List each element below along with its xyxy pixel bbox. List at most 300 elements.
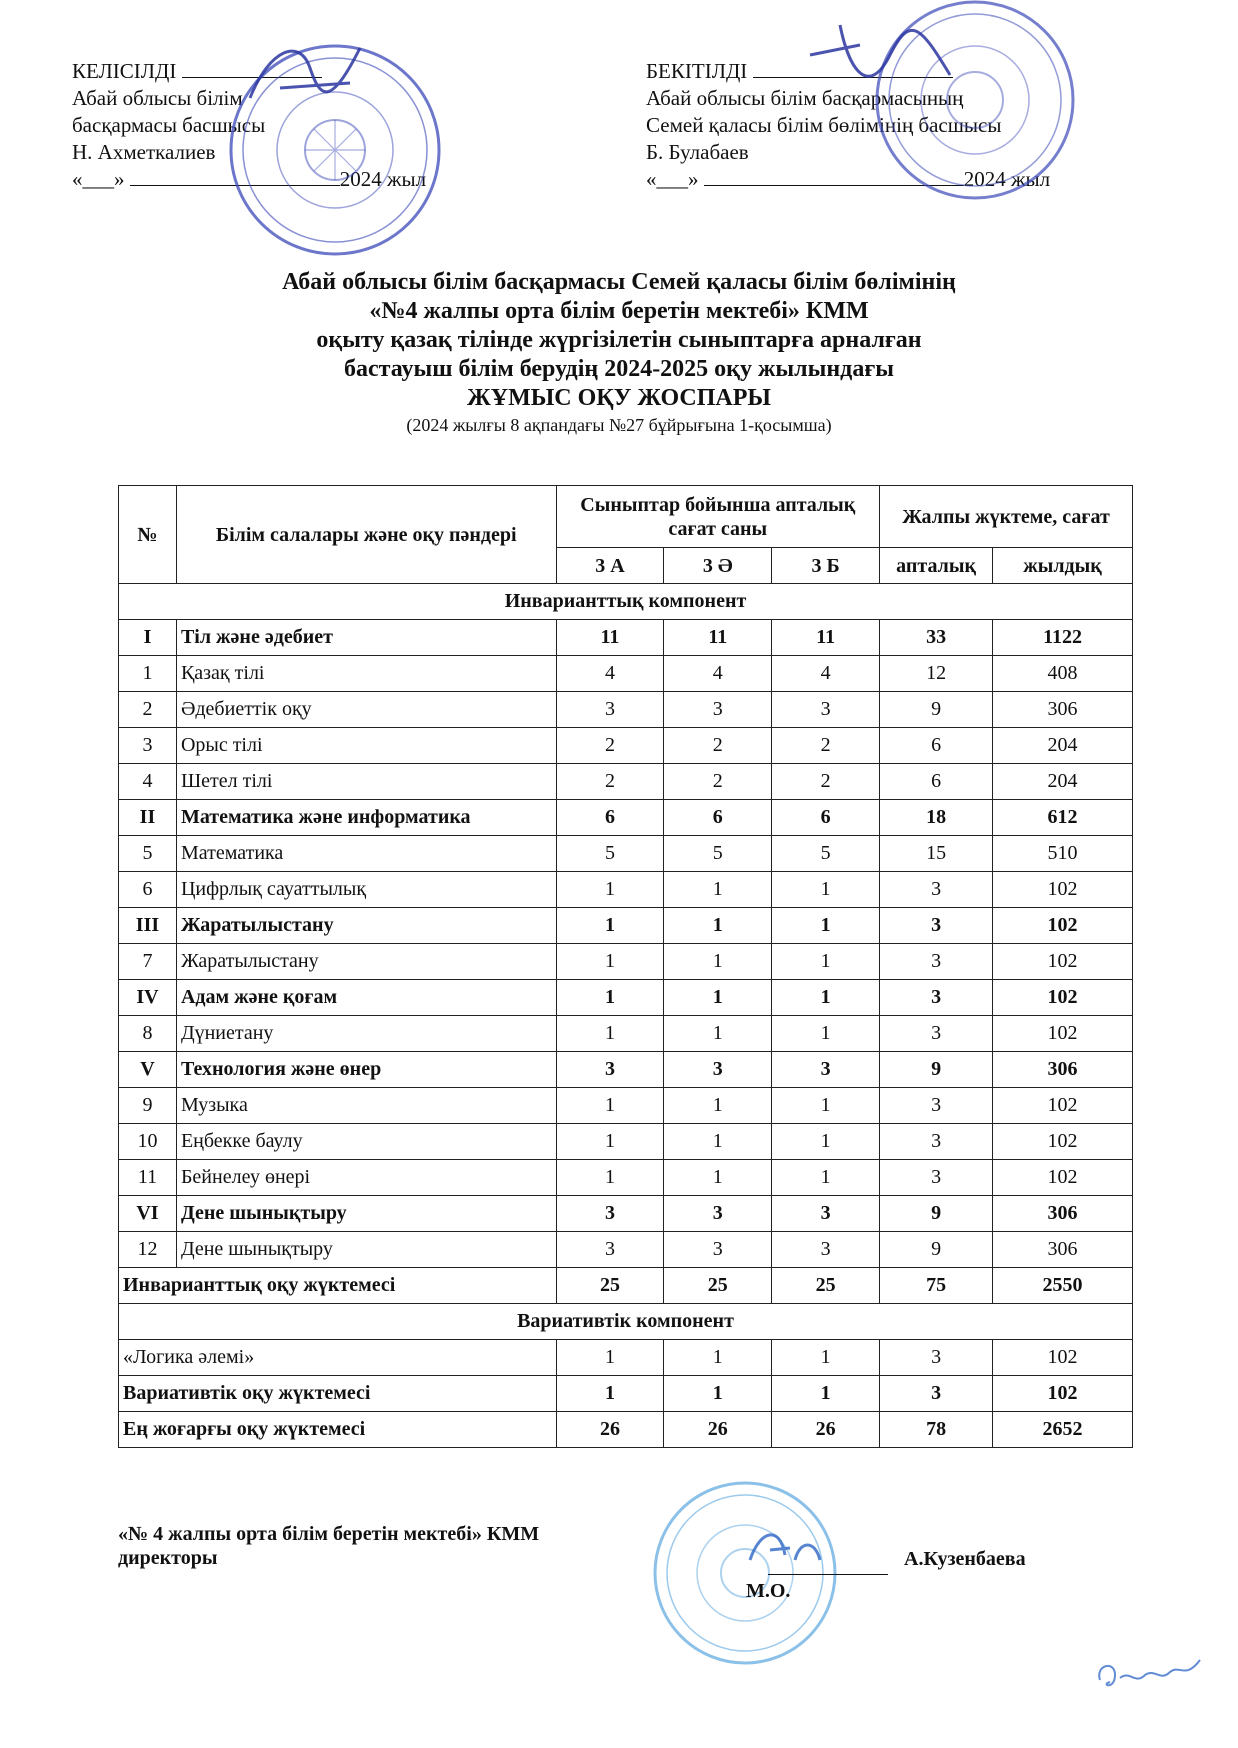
signature-left (240, 28, 380, 118)
cell-a (556, 980, 664, 1016)
cell-value: 102 (1047, 914, 1078, 936)
cell-value: 3 (604, 1202, 615, 1224)
cell-value: 102 (1047, 878, 1078, 900)
cell-value: 1 (712, 1094, 723, 1116)
cell-w (880, 1412, 993, 1448)
cell-value: 1 (712, 1022, 723, 1044)
cell-value: 1 (604, 878, 615, 900)
cell-y: 102 (993, 1340, 1133, 1376)
approval-line: басқармасы басшысы (72, 113, 266, 137)
approval-heading: БЕКІТІЛДІ (646, 59, 748, 83)
cell-y (993, 1016, 1133, 1052)
cell-w (880, 1016, 993, 1052)
cell-value: 12 (926, 662, 947, 684)
cell-value: 1 (712, 950, 723, 972)
cell-a (556, 728, 664, 764)
variative-total-row (119, 1376, 1133, 1412)
cell-a (556, 872, 664, 908)
header-weekly: апталық (880, 548, 993, 584)
cell-a (556, 1412, 664, 1448)
header-class-b: 3 Б (772, 548, 880, 584)
cell-value: 9 (931, 1058, 942, 1080)
title-line: бастауыш білім берудің 2024-2025 оқу жылындағы (344, 356, 894, 382)
cell-a (556, 1376, 664, 1412)
cell-value: 3 (604, 1238, 615, 1260)
cell-value: 2 (712, 770, 723, 792)
cell-w (880, 692, 993, 728)
cell-b (772, 1376, 880, 1412)
cell-value: 102 (1047, 986, 1078, 1008)
invariant-total-row (119, 1268, 1133, 1304)
row-label: Вариативтік оқу жүктемесі (119, 1376, 557, 1412)
cell-value: 3 (931, 1166, 942, 1188)
cell-value: 25 (599, 1274, 620, 1296)
cell-a (556, 1196, 664, 1232)
header-num: № (119, 486, 177, 584)
title-line: ЖҰМЫС ОҚУ ЖОСПАРЫ (467, 385, 771, 411)
cell-ae (664, 692, 772, 728)
cell-value: 78 (926, 1418, 947, 1440)
cell-w (880, 1052, 993, 1088)
row-subject: Математика және информатика (176, 800, 556, 836)
cell-b (772, 1124, 880, 1160)
cell-value: 3 (820, 1058, 831, 1080)
cell-value: 1 (820, 1094, 831, 1116)
cell-ae (664, 1376, 772, 1412)
cell-b (772, 800, 880, 836)
cell-value: 3 (931, 1382, 942, 1404)
cell-value: 25 (815, 1274, 836, 1296)
row-number: 1 (119, 656, 177, 692)
cell-b (772, 908, 880, 944)
cell-value: 3 (931, 878, 942, 900)
table-row (119, 1232, 1133, 1268)
cell-value: 1 (820, 1166, 831, 1188)
header-class-a: 3 А (556, 548, 664, 584)
row-number: 5 (119, 836, 177, 872)
row-subject: Жаратылыстану (176, 944, 556, 980)
date-suffix: 2024 жыл (339, 167, 427, 191)
cell-value: 75 (926, 1274, 947, 1296)
row-number: II (119, 800, 177, 836)
table-row (119, 836, 1133, 872)
cell-value: 102 (1047, 1094, 1078, 1116)
cell-a (556, 764, 664, 800)
cell-a (556, 1268, 664, 1304)
cell-w (880, 1124, 993, 1160)
cell-ae (664, 908, 772, 944)
cell-value: 1 (820, 986, 831, 1008)
cell-ae (664, 656, 772, 692)
row-number: 6 (119, 872, 177, 908)
cell-value: 1 (820, 1130, 831, 1152)
cell-b (772, 692, 880, 728)
cell-value: 11 (708, 626, 728, 648)
cell-value: 1 (604, 1094, 615, 1116)
cell-value: 1 (820, 1022, 831, 1044)
cell-value: 3 (604, 1058, 615, 1080)
cell-value: 3 (931, 914, 942, 936)
row-subject: Шетел тілі (176, 764, 556, 800)
cell-value: 5 (604, 842, 615, 864)
title-line: «№4 жалпы орта білім беретін мектебі» КММ (369, 298, 869, 324)
cell-y (993, 1160, 1133, 1196)
cell-value: 408 (1047, 662, 1078, 684)
handwritten-note (1090, 1650, 1210, 1700)
cell-value: 1 (604, 1166, 615, 1188)
cell-b (772, 1016, 880, 1052)
max-total-row (119, 1412, 1133, 1448)
title-note: (2024 жылғы 8 ақпандағы №27 бұйрығына 1-қосымша) (406, 415, 832, 435)
cell-a (556, 1232, 664, 1268)
director-signature-line (768, 1574, 888, 1575)
cell-b (772, 656, 880, 692)
cell-y (993, 1268, 1133, 1304)
cell-w (880, 836, 993, 872)
cell-value: 25 (707, 1274, 728, 1296)
cell-value: 5 (712, 842, 723, 864)
cell-value: 2 (604, 770, 615, 792)
cell-value: 1 (604, 914, 615, 936)
signature-right (800, 15, 960, 105)
cell-value: 1 (820, 878, 831, 900)
cell-value: 3 (931, 1130, 942, 1152)
cell-y (993, 692, 1133, 728)
cell-value: 2550 (1042, 1274, 1083, 1296)
cell-w (880, 1376, 993, 1412)
section-title: Вариативтік компонент (119, 1304, 1133, 1340)
cell-b (772, 1088, 880, 1124)
approval-name: Б. Булабаев (646, 140, 749, 164)
cell-value: 306 (1047, 1058, 1078, 1080)
cell-w (880, 620, 993, 656)
row-subject: Еңбекке баулу (176, 1124, 556, 1160)
cell-value: 15 (926, 842, 947, 864)
cell-value: 6 (931, 770, 942, 792)
cell-value: 102 (1047, 1166, 1078, 1188)
table-row (119, 1016, 1133, 1052)
cell-value: 3 (712, 698, 723, 720)
row-number: 8 (119, 1016, 177, 1052)
cell-value: 3 (604, 698, 615, 720)
cell-a (556, 800, 664, 836)
cell-a (556, 836, 664, 872)
cell-value: 33 (926, 626, 947, 648)
row-number: V (119, 1052, 177, 1088)
cell-value: 4 (604, 662, 615, 684)
cell-ae (664, 1412, 772, 1448)
cell-value: 306 (1047, 698, 1078, 720)
table-row (119, 728, 1133, 764)
cell-y (993, 620, 1133, 656)
cell-value: 11 (600, 626, 620, 648)
cell-value: 1 (820, 1382, 831, 1404)
cell-y (993, 836, 1133, 872)
cell-value: 26 (707, 1418, 728, 1440)
row-number: 3 (119, 728, 177, 764)
cell-y (993, 1052, 1133, 1088)
footer-organization (118, 1522, 539, 1570)
title-line: Абай облысы білім басқармасы Семей қаласы білім бөлімінің (282, 269, 956, 295)
cell-b (772, 836, 880, 872)
cell-ae (664, 764, 772, 800)
cell-value: 4 (820, 662, 831, 684)
cell-b (772, 1268, 880, 1304)
cell-value: 1 (604, 986, 615, 1008)
cell-ae (664, 1052, 772, 1088)
cell-y (993, 1088, 1133, 1124)
cell-ae (664, 872, 772, 908)
row-number: VI (119, 1196, 177, 1232)
approval-line: Семей қаласы білім бөлімінің басшысы (646, 113, 1002, 137)
header-total: Жалпы жүктеме, сағат (880, 486, 1133, 548)
cell-y (993, 764, 1133, 800)
row-number: 2 (119, 692, 177, 728)
cell-ae (664, 1016, 772, 1052)
cell-value: 1 (712, 1130, 723, 1152)
cell-w: 3 (880, 1340, 993, 1376)
cell-w (880, 656, 993, 692)
table-row (119, 944, 1133, 980)
cell-value: 3 (931, 986, 942, 1008)
cell-value: 1 (712, 914, 723, 936)
cell-y (993, 944, 1133, 980)
table-row (119, 980, 1133, 1016)
cell-value: 3 (820, 1202, 831, 1224)
table-row (119, 620, 1133, 656)
cell-value: 3 (931, 1094, 942, 1116)
row-subject: Жаратылыстану (176, 908, 556, 944)
cell-a (556, 656, 664, 692)
table-row (119, 656, 1133, 692)
cell-b (772, 1196, 880, 1232)
row-number: 10 (119, 1124, 177, 1160)
cell-w (880, 800, 993, 836)
cell-b (772, 980, 880, 1016)
cell-ae: 1 (664, 1340, 772, 1376)
cell-value: 6 (931, 734, 942, 756)
cell-a (556, 620, 664, 656)
cell-value: 510 (1047, 842, 1078, 864)
row-subject: Математика (176, 836, 556, 872)
row-subject: Цифрлық сауаттылық (176, 872, 556, 908)
cell-ae (664, 1196, 772, 1232)
approval-line: Абай облысы білім (72, 86, 243, 110)
approval-heading: КЕЛІСІЛДІ (72, 59, 177, 83)
cell-ae (664, 800, 772, 836)
cell-ae (664, 1232, 772, 1268)
row-subject: Орыс тілі (176, 728, 556, 764)
cell-ae (664, 1160, 772, 1196)
cell-y (993, 728, 1133, 764)
row-subject: Бейнелеу өнері (176, 1160, 556, 1196)
cell-w (880, 980, 993, 1016)
cell-value: 1 (604, 950, 615, 972)
footer-line: «№ 4 жалпы орта білім беретін мектебі» КММ (118, 1523, 540, 1545)
cell-w (880, 944, 993, 980)
date-suffix: 2024 жыл (963, 167, 1051, 191)
cell-y (993, 656, 1133, 692)
cell-a: 1 (556, 1340, 664, 1376)
cell-w (880, 1160, 993, 1196)
cell-a (556, 1052, 664, 1088)
document-title (0, 268, 1238, 437)
cell-value: 2 (712, 734, 723, 756)
row-subject: Тіл және әдебиет (176, 620, 556, 656)
cell-value: 9 (931, 1238, 942, 1260)
variative-row (119, 1340, 1133, 1376)
cell-b (772, 1412, 880, 1448)
cell-value: 1 (604, 1382, 615, 1404)
table-row (119, 1160, 1133, 1196)
cell-b (772, 620, 880, 656)
cell-value: 3 (712, 1238, 723, 1260)
cell-y (993, 1124, 1133, 1160)
header-yearly: жылдық (993, 548, 1133, 584)
cell-value: 9 (931, 1202, 942, 1224)
cell-value: 26 (599, 1418, 620, 1440)
cell-value: 306 (1047, 1238, 1078, 1260)
cell-value: 6 (604, 806, 615, 828)
cell-value: 3 (931, 1022, 942, 1044)
cell-value: 306 (1047, 1202, 1078, 1224)
row-subject: Адам және қоғам (176, 980, 556, 1016)
row-number: III (119, 908, 177, 944)
cell-value: 3 (712, 1058, 723, 1080)
cell-y (993, 1412, 1133, 1448)
cell-value: 11 (816, 626, 836, 648)
cell-w (880, 728, 993, 764)
cell-y (993, 872, 1133, 908)
cell-ae (664, 1124, 772, 1160)
cell-value: 6 (712, 806, 723, 828)
row-subject: Әдебиеттік оқу (176, 692, 556, 728)
table-row (119, 872, 1133, 908)
cell-value: 26 (815, 1418, 836, 1440)
cell-y (993, 980, 1133, 1016)
row-number: 9 (119, 1088, 177, 1124)
cell-value: 612 (1047, 806, 1078, 828)
cell-b (772, 872, 880, 908)
cell-y (993, 1232, 1133, 1268)
cell-value: 102 (1047, 1382, 1078, 1404)
cell-value: 1 (712, 1166, 723, 1188)
cell-value: 3 (820, 1238, 831, 1260)
cell-ae (664, 836, 772, 872)
row-number: IV (119, 980, 177, 1016)
header-subject: Білім салалары және оқу пәндері (176, 486, 556, 584)
cell-value: 2 (820, 770, 831, 792)
cell-w (880, 908, 993, 944)
cell-b (772, 1160, 880, 1196)
mo-label: М.О. (746, 1580, 791, 1602)
table-row (119, 764, 1133, 800)
row-subject: Қазақ тілі (176, 656, 556, 692)
cell-y (993, 800, 1133, 836)
cell-value: 1 (604, 1130, 615, 1152)
cell-a (556, 944, 664, 980)
cell-w (880, 1268, 993, 1304)
cell-ae (664, 1088, 772, 1124)
row-subject: «Логика әлемі» (119, 1340, 557, 1376)
cell-y (993, 908, 1133, 944)
cell-a (556, 1160, 664, 1196)
cell-w (880, 872, 993, 908)
date-prefix: «___» (646, 167, 699, 191)
row-subject: Дене шынықтыру (176, 1232, 556, 1268)
cell-value: 102 (1047, 950, 1078, 972)
director-name: А.Кузенбаева (904, 1548, 1026, 1570)
cell-value: 1 (712, 878, 723, 900)
table-row (119, 1052, 1133, 1088)
cell-b (772, 728, 880, 764)
table-row (119, 908, 1133, 944)
cell-a (556, 692, 664, 728)
cell-b (772, 1232, 880, 1268)
cell-value: 9 (931, 698, 942, 720)
signature-director (740, 1520, 840, 1580)
cell-value: 204 (1047, 770, 1078, 792)
table-row (119, 1088, 1133, 1124)
row-number: 12 (119, 1232, 177, 1268)
row-number: 11 (119, 1160, 177, 1196)
cell-value: 2 (820, 734, 831, 756)
title-line: оқыту қазақ тілінде жүргізілетін сыныптарға арналған (316, 327, 922, 353)
cell-value: 6 (820, 806, 831, 828)
cell-b (772, 764, 880, 800)
cell-value: 3 (712, 1202, 723, 1224)
cell-value: 102 (1047, 1130, 1078, 1152)
cell-y (993, 1376, 1133, 1412)
cell-b (772, 944, 880, 980)
footer-line: директоры (118, 1547, 218, 1569)
row-subject: Дене шынықтыру (176, 1196, 556, 1232)
cell-value: 2 (604, 734, 615, 756)
cell-a (556, 908, 664, 944)
row-number: 4 (119, 764, 177, 800)
table-row (119, 1124, 1133, 1160)
cell-ae (664, 980, 772, 1016)
cell-b (772, 1052, 880, 1088)
cell-value: 1 (712, 1382, 723, 1404)
cell-value: 3 (931, 950, 942, 972)
cell-value: 5 (820, 842, 831, 864)
cell-value: 2652 (1042, 1418, 1083, 1440)
curriculum-table (118, 485, 1133, 1448)
section-title: Инварианттық компонент (119, 584, 1133, 620)
cell-value: 1 (712, 986, 723, 1008)
cell-w (880, 1232, 993, 1268)
cell-a (556, 1088, 664, 1124)
cell-ae (664, 728, 772, 764)
table-row (119, 1196, 1133, 1232)
cell-a (556, 1124, 664, 1160)
row-subject: Музыка (176, 1088, 556, 1124)
cell-y (993, 1196, 1133, 1232)
cell-b: 1 (772, 1340, 880, 1376)
row-number: 7 (119, 944, 177, 980)
approval-line: Абай облысы білім басқармасының (646, 86, 964, 110)
cell-value: 204 (1047, 734, 1078, 756)
cell-value: 1 (820, 950, 831, 972)
cell-ae (664, 620, 772, 656)
cell-value: 3 (820, 698, 831, 720)
row-subject: Дүниетану (176, 1016, 556, 1052)
section-row (119, 1304, 1133, 1340)
row-label: Инварианттық оқу жүктемесі (119, 1268, 557, 1304)
table-row (119, 692, 1133, 728)
cell-w (880, 764, 993, 800)
